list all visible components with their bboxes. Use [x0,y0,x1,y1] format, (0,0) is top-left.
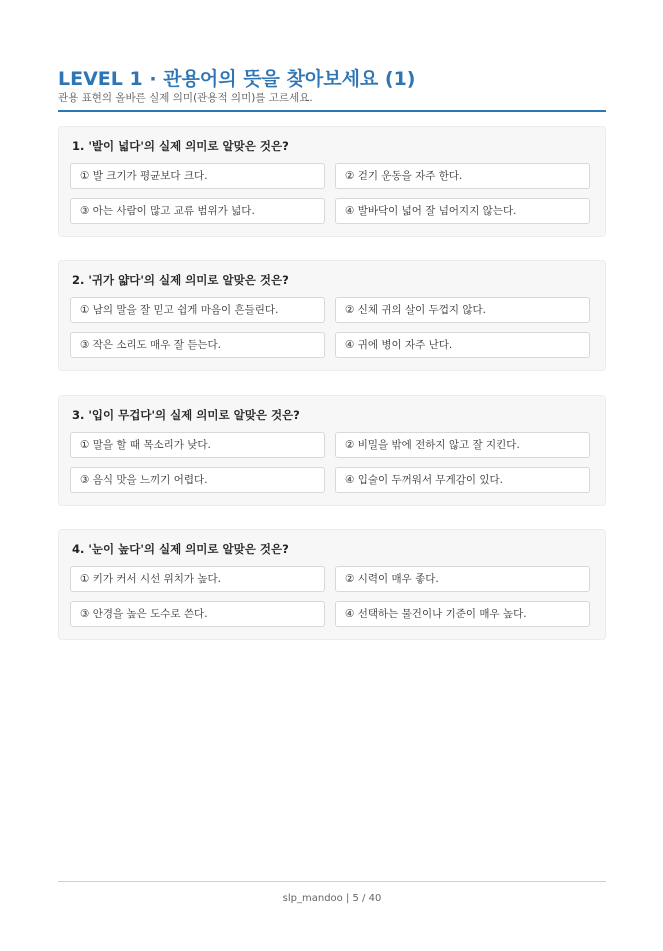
question-text: 1. '발이 넓다'의 실제 의미로 알맞은 것은? [72,139,289,153]
page-subtitle: 관용 표현의 올바른 실제 의미(관용적 의미)를 고르세요. [58,92,313,104]
answer-option-1[interactable]: ① 발 크기가 평균보다 크다. [70,163,325,189]
answer-option-2[interactable]: ② 시력이 매우 좋다. [335,566,590,592]
answer-option-1[interactable]: ① 키가 커서 시선 위치가 높다. [70,566,325,592]
answer-option-2[interactable]: ② 걷기 운동을 자주 한다. [335,163,590,189]
answer-option-4[interactable]: ④ 발바닥이 넓어 잘 넘어지지 않는다. [335,198,590,224]
question-text: 3. '입이 무겁다'의 실제 의미로 알맞은 것은? [72,408,300,422]
title-divider [58,110,606,112]
answer-option-4[interactable]: ④ 선택하는 물건이나 기준이 매우 높다. [335,601,590,627]
footer-divider [58,881,606,882]
answer-option-3[interactable]: ③ 작은 소리도 매우 잘 듣는다. [70,332,325,358]
answer-option-4[interactable]: ④ 입술이 두꺼워서 무게감이 있다. [335,467,590,493]
answer-option-3[interactable]: ③ 안경을 높은 도수로 쓴다. [70,601,325,627]
page-footer: slp_mandoo | 5 / 40 [282,893,382,904]
answer-option-2[interactable]: ② 신체 귀의 살이 두껍지 않다. [335,297,590,323]
answer-option-3[interactable]: ③ 아는 사람이 많고 교류 범위가 넓다. [70,198,325,224]
answer-option-1[interactable]: ① 남의 말을 잘 믿고 쉽게 마음이 흔들린다. [70,297,325,323]
question-text: 4. '눈이 높다'의 실제 의미로 알맞은 것은? [72,542,289,556]
question-card-3 [58,395,606,506]
answer-option-1[interactable]: ① 말을 할 때 목소리가 낮다. [70,432,325,458]
answer-option-3[interactable]: ③ 음식 맛을 느끼기 어렵다. [70,467,325,493]
question-card-1 [58,126,606,237]
answer-option-2[interactable]: ② 비밀을 밖에 전하지 않고 잘 지킨다. [335,432,590,458]
question-card-2 [58,260,606,371]
question-card-4 [58,529,606,640]
page-title: LEVEL 1 · 관용어의 뜻을 찾아보세요 (1) [58,68,416,90]
worksheet-page [58,0,606,951]
question-text: 2. '귀가 얇다'의 실제 의미로 알맞은 것은? [72,273,289,287]
answer-option-4[interactable]: ④ 귀에 병이 자주 난다. [335,332,590,358]
